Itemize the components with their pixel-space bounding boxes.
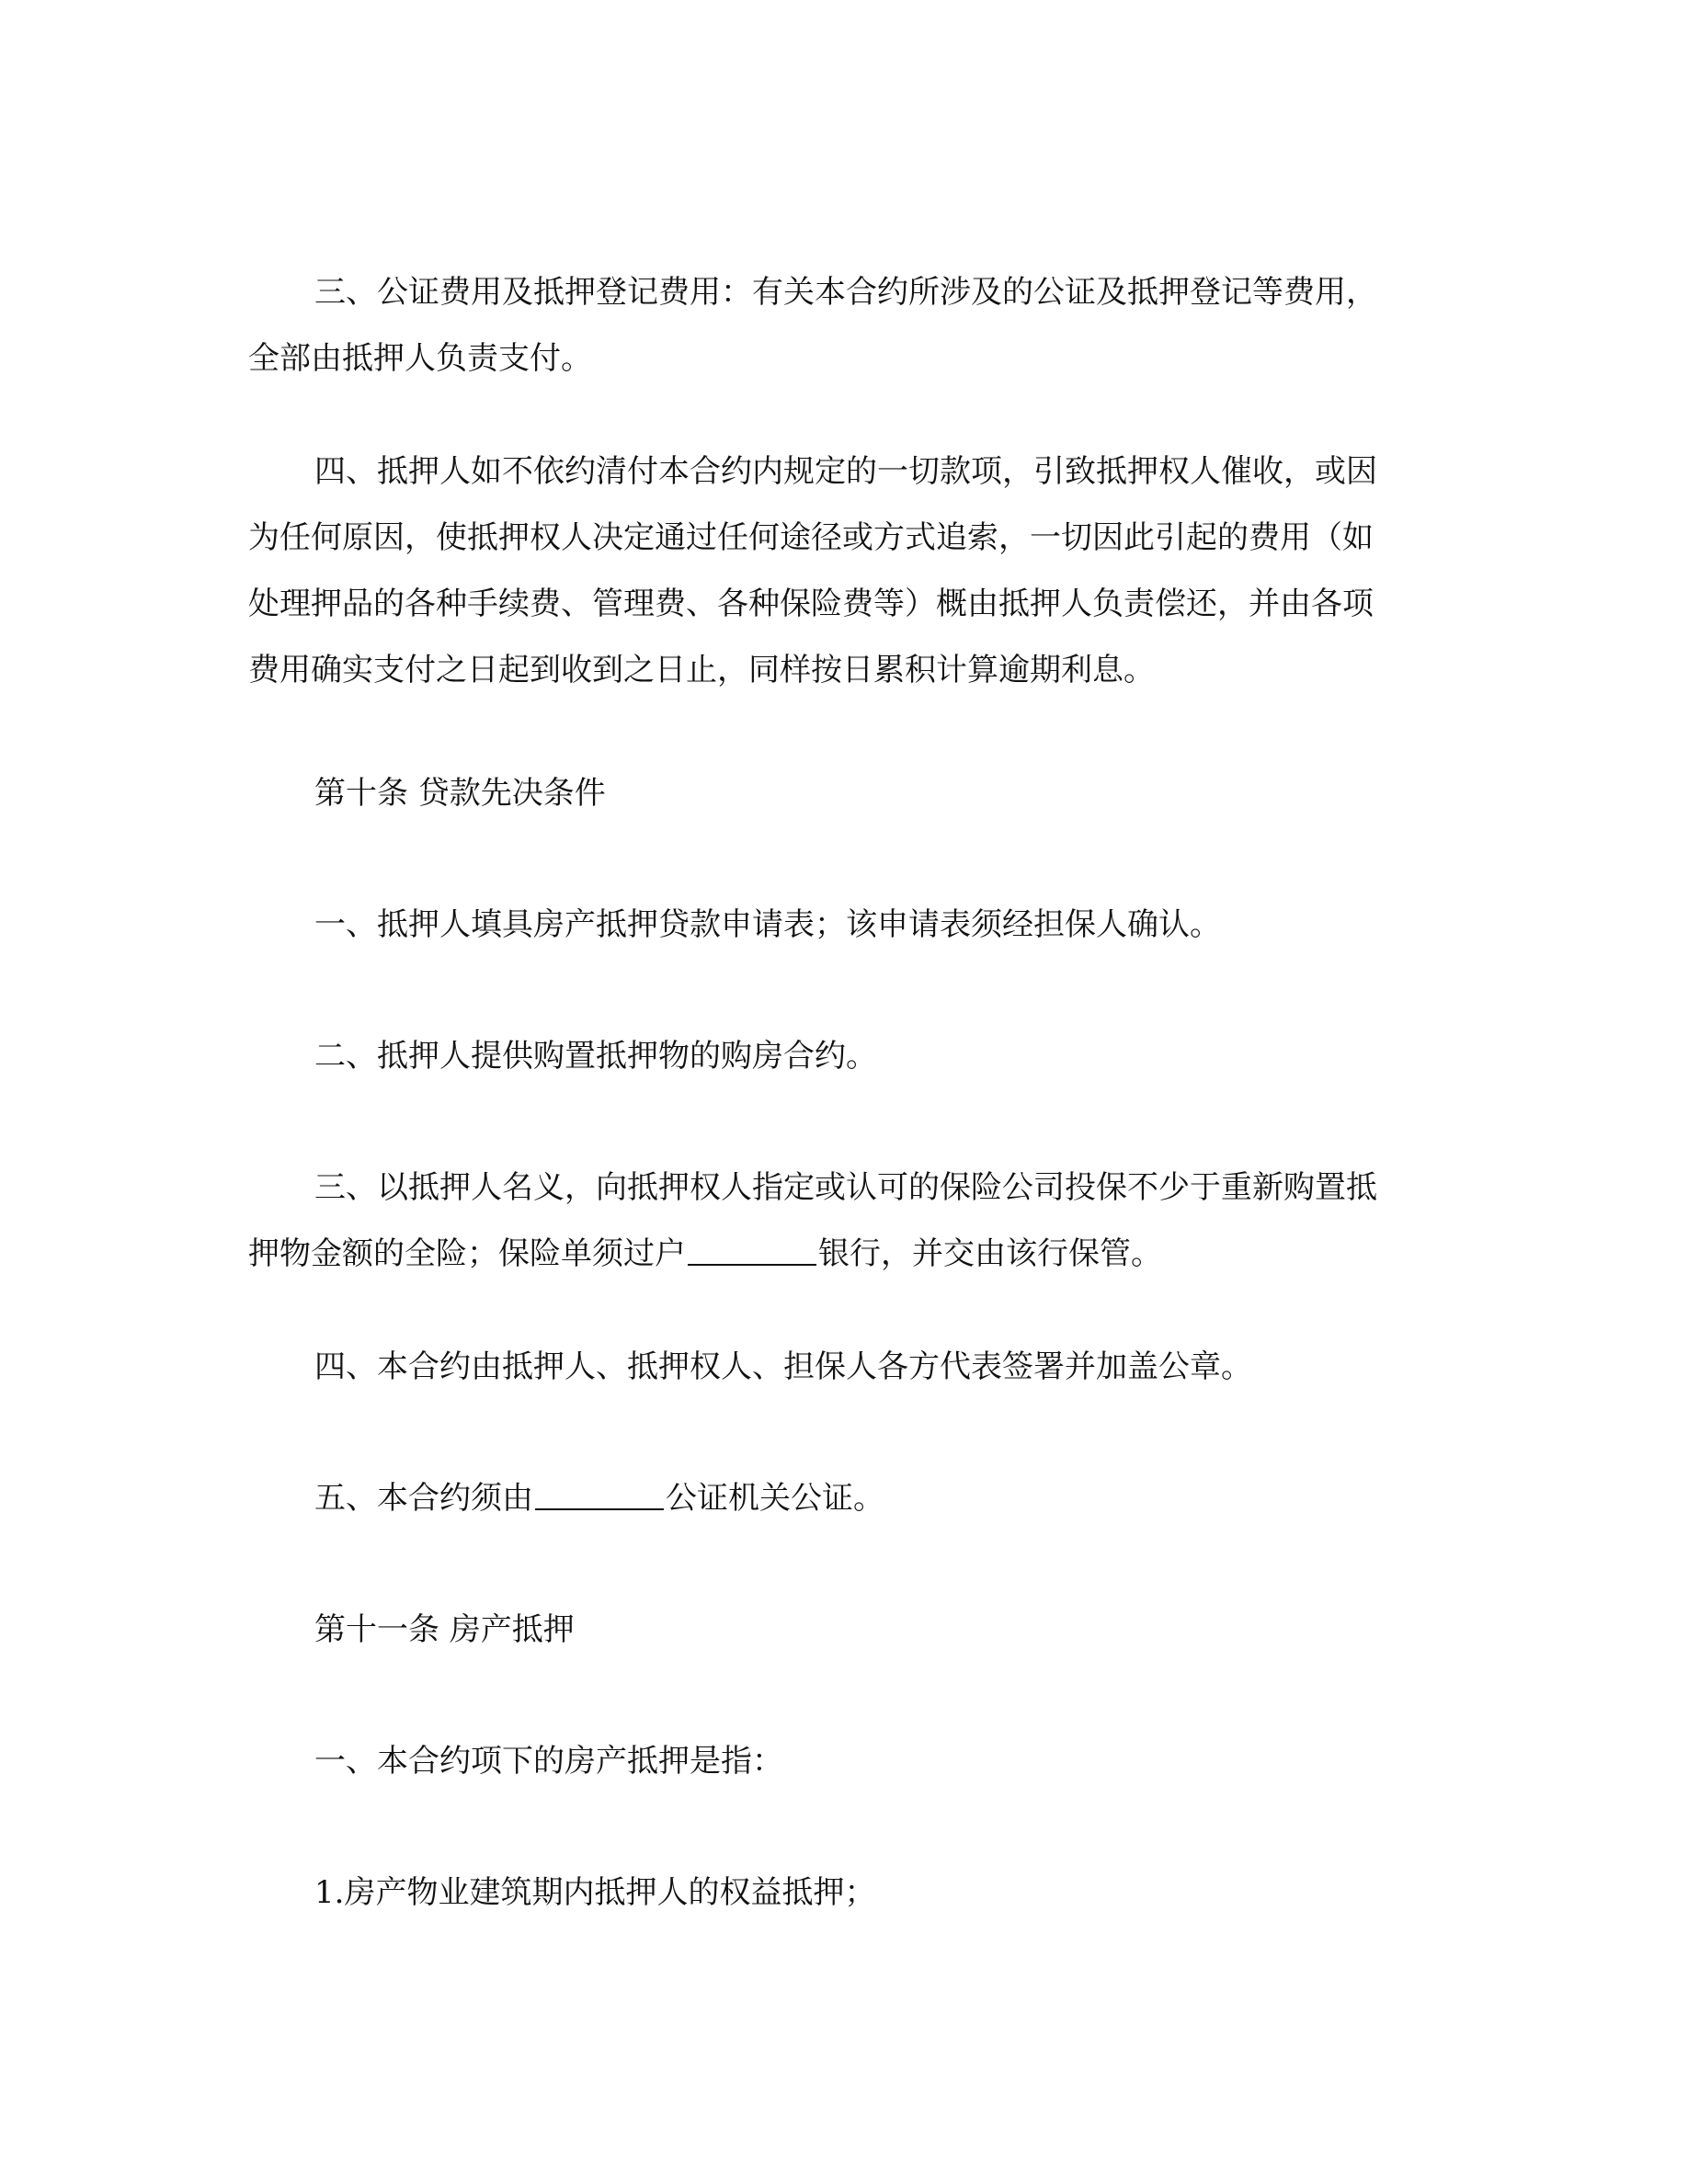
paragraph-insurance — [248, 1155, 1443, 1287]
text-line: 全部由抵押人负责支付。 — [248, 340, 592, 377]
text-line: 一、本合约项下的房产抵押是指： — [314, 1743, 783, 1780]
text-line: 四、抵押人如不依约清付本合约内规定的一切款项，引致抵押权人催收，或因 — [314, 453, 1377, 490]
fill-in-blank-notary — [535, 1508, 664, 1510]
text-line: 第十一条 房产抵押 — [314, 1611, 575, 1648]
paragraph-mortgage-definition — [248, 1728, 1443, 1794]
paragraph-signing — [248, 1334, 1443, 1400]
text-segment: 银行，并交由该行保管。 — [818, 1235, 1162, 1272]
text-line: 为任何原因，使抵押权人决定通过任何途径或方式追索，一切因此引起的费用（如 — [248, 519, 1374, 556]
text-line: 三、公证费用及抵押登记费用：有关本合约所涉及的公证及抵押登记等费用， — [314, 274, 1377, 311]
text-segment: 五、本合约须由 — [314, 1480, 533, 1517]
paragraph-collection-costs — [248, 438, 1443, 703]
text-line: 四、本合约由抵押人、抵押权人、担保人各方代表签署并加盖公章。 — [314, 1348, 1252, 1385]
paragraph-notarization — [248, 1465, 1443, 1531]
text-line — [248, 1221, 1443, 1287]
text-line: 1.房产物业建筑期内抵押人的权益抵押； — [314, 1874, 876, 1911]
text-line: 处理押品的各种手续费、管理费、各种保险费等）概由抵押人负责偿还，并由各项 — [248, 586, 1374, 622]
text-line: 一、抵押人填具房产抵押贷款申请表；该申请表须经担保人确认。 — [314, 906, 1221, 943]
text-line: 三、以抵押人名义，向抵押权人指定或认可的保险公司投保不少于重新购置抵 — [314, 1169, 1377, 1206]
text-segment: 押物金额的全险；保险单须过户 — [248, 1235, 686, 1272]
text-line: 第十条 贷款先决条件 — [314, 775, 606, 812]
article-eleven-heading — [248, 1597, 1443, 1663]
paragraph-purchase-contract — [248, 1023, 1443, 1089]
paragraph-notary-fees — [248, 259, 1443, 392]
text-segment: 公证机关公证。 — [666, 1480, 884, 1517]
paragraph-construction-period — [248, 1860, 1443, 1926]
text-line: 费用确实支付之日起到收到之日止，同样按日累积计算逾期利息。 — [248, 652, 1155, 688]
text-line — [248, 1465, 1443, 1531]
paragraph-application-form — [248, 892, 1443, 958]
text-line: 二、抵押人提供购置抵押物的购房合约。 — [314, 1038, 877, 1075]
article-ten-heading — [248, 760, 1443, 826]
fill-in-blank-bank — [688, 1264, 816, 1266]
